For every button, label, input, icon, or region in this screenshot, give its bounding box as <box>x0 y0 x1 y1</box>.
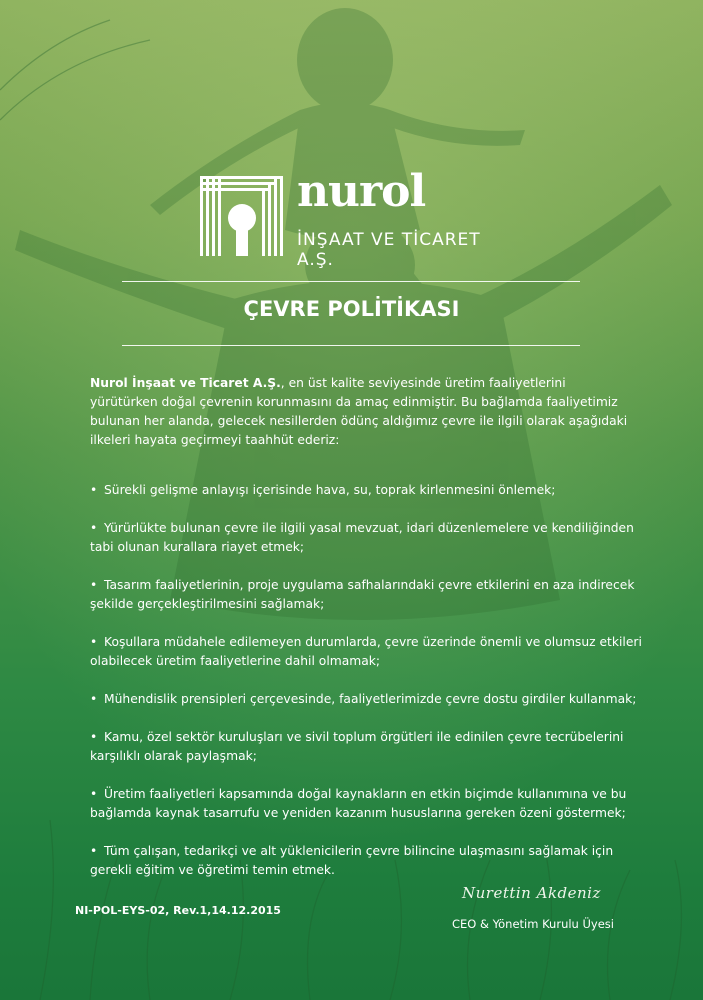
list-item-text: Sürekli gelişme anlayışı içerisinde hava, su, toprak kirlenmesini önlemek; <box>104 483 556 497</box>
list-item <box>90 690 650 709</box>
title-divider-top <box>122 281 580 282</box>
nurol-logo-mark-icon <box>200 172 288 260</box>
list-item <box>90 633 645 671</box>
signature: Nurettin Akdeniz <box>462 884 601 902</box>
list-item-text: Tüm çalışan, tedarikçi ve alt yüklenicilerin çevre bilincine ulaşmasını sağlamak için gerekli eğitim ve öğretimi temin etmek. <box>90 844 614 877</box>
signer-title: CEO & Yönetim Kurulu Üyesi <box>452 917 614 931</box>
company-logo <box>200 166 520 270</box>
list-item <box>90 728 645 766</box>
title-divider-bottom <box>122 345 580 346</box>
intro-text: , en üst kalite seviyesinde üretim faaliyetlerini yürütürken doğal çevrenin korunmasını da amaç edinmiştir. Bu bağlamda faaliyetimiz bulunan her alanda, gelecek nesillerden ödünç aldığımız çevre ile ilgili olarak aşağıdaki ilkeleri hayata geçirmeyi taahhüt ederiz: <box>90 376 628 447</box>
bullet-icon: • <box>90 787 98 801</box>
bullet-icon: • <box>90 578 98 592</box>
bullet-icon: • <box>90 483 98 497</box>
list-item <box>90 842 645 880</box>
list-item-text: Tasarım faaliyetlerinin, proje uygulama safhalarındaki çevre etkilerini en aza indirecek şekilde gerçekleştirilmesini sağlamak; <box>90 578 635 611</box>
bullet-icon: • <box>90 635 98 649</box>
list-item <box>90 481 650 500</box>
bullet-icon: • <box>90 692 98 706</box>
bullet-icon: • <box>90 730 98 744</box>
document-reference: NI-POL-EYS-02, Rev.1,14.12.2015 <box>75 904 281 917</box>
list-item-text: Yürürlükte bulunan çevre ile ilgili yasal mevzuat, idari düzenlemelere ve kendiliğinden tabi olunan kurallara riayet etmek; <box>90 521 634 554</box>
list-item <box>90 519 645 557</box>
list-item-text: Mühendislik prensipleri çerçevesinde, faaliyetlerimizde çevre dostu girdiler kullanmak; <box>104 692 637 706</box>
logo-brand-name: nurol <box>297 166 426 217</box>
list-item <box>90 785 645 823</box>
page-title: ÇEVRE POLİTİKASI <box>243 297 460 321</box>
list-item-text: Üretim faaliyetleri kapsamında doğal kaynakların en etkin biçimde kullanımına ve bu bağlamda kaynak tasarrufu ve yeniden kazanım hususlarına gereken özeni göstermek; <box>90 787 627 820</box>
list-item <box>90 576 645 614</box>
list-item-text: Kamu, özel sektör kuruluşları ve sivil toplum örgütleri ile edinilen çevre tecrübelerini karşılıklı olarak paylaşmak; <box>90 730 624 763</box>
bullet-icon: • <box>90 521 98 535</box>
logo-company-name: İNŞAAT VE TİCARET A.Ş. <box>297 230 481 270</box>
bullet-icon: • <box>90 844 98 858</box>
intro-paragraph <box>90 374 630 450</box>
list-item-text: Koşullara müdahele edilemeyen durumlarda, çevre üzerinde önemli ve olumsuz etkileri olabilecek üretim faaliyetlerine dahil olmamak; <box>90 635 642 668</box>
intro-company-name: Nurol İnşaat ve Ticaret A.Ş. <box>90 376 281 390</box>
